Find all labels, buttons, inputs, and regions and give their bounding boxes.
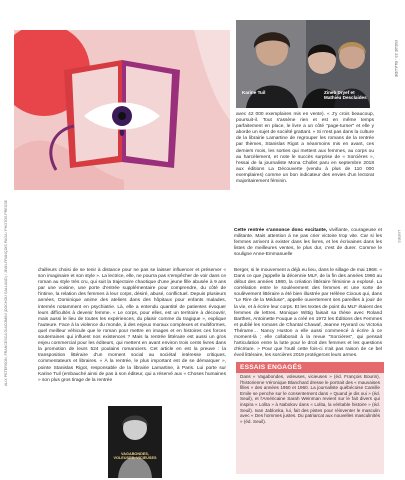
- photo-credits: ALIX PETERSON, FRANCESCA GIACOMINI (DOCHOU GALLAND) / JEAN-FRANÇOIS PAGA / PHOTOS PRESSE: [4, 200, 8, 386]
- sidebar-box-text: Dans « Vagabondes, voleuses, vicieuses » (éd. François Bourin), l'historienne Véronique Blanchard dresse le portrait des « mauvaises filles » des années 1950 et 1960. La journaliste québécoise Camille Emile se penche sur le consentement dans « Quand je dis oui » (éd. Seuil), et l'Américaine Sarah Weinman revient sur le fait divers qui inspira « Lolita » à Nabokov dans « Lolita, la véritable histoire » (éd. Seuil). Ivan Jablonka, lui, fait des pistes pour réinventer le masculin avec « Des hommes justes. Du patriarcat aux nouvelles masculinités » (éd. Seuil).: [240, 374, 380, 424]
- paragraph: Berger, si le mouvement a déjà eu lieu, dans le sillage de mai 1968. « Dans ce que j'appelle la décennie MLF, de la fin des années 1960 au début des années 1980, la création littéraire féminine a explosé. La corrélation entre le soulèvement des femmes et une sorte de soulèvement littéraire a été bien illustrée par Hélène Cixous qui, dans "Le Rire de la Méduse", appelle ouvertement ses pareilles à jouir de la vie, et à écrire leur corps. Et les textes de point du MLF étaient des femmes de lettres. Monique Wittig faisait sa thèse avec Roland Barthes, Antoinette Fouque a créé en 1972 les Éditions des Femmes et publié les romans de Chantal Chawaf, Jeanne Hyvrard ou Victoria Thérame… Nancy Huston a elle aussi commencé à écrire à ce moment-là ; elle collaborait à la revue "Sorcières", qui pensait l'articulation entre la lutte pour le droit des femmes et les questions d'écriture. » Pour que l'outil cette fois-ci n'ait pas raison de ce bel éveil littéraire, les sorcières 2019 protégeront leurs armes.: [234, 268, 382, 359]
- paragraph: avec 42 000 exemplaires mis en vente). « J'y crois beaucoup, poursuit-il. Tout s'assène rien et est en même temps parfaitement en place, le livre a un côté "page-turner" et elle y aborde un sujet de société grattant. » Si n'est pas dans la culture de la librairie Lamartine de regrouper les romans de la rentrée par thèmes, Stanislas Rigot a néanmoins mis en avant, ces derniers mois, les sorties qui mettent aux femmes, au corps ou au harcèlement, et note le succès surprise de « Sorcières », l'essai de la journaliste Mona Chollet paru en septembre 2018 aux éditions La Découverte (vendu à plus de 110 000 exemplaires) comme un bon indicateur des envies d'un lectorat majoritairement féminin.: [236, 112, 374, 185]
- book-cover-title: VAGABONDES, VOLEUSES, VICIEUSES: [113, 452, 157, 461]
- article-column-right-bottom: [234, 268, 382, 361]
- article-column-left: [38, 268, 226, 386]
- article-column-right-middle: [234, 228, 382, 260]
- caption-karine-tuil: Karine Tuil: [242, 90, 266, 95]
- sidebar-box-title: ESSAIS ENGAGÉS: [236, 362, 384, 373]
- paragraph-lead: Cette rentrée s'annonce donc excitante,: [234, 228, 328, 233]
- authors-photo: [236, 20, 370, 108]
- issue-credit: ISSUE 23 - BLAUDE: [394, 40, 399, 78]
- article-column-right-top: [236, 112, 374, 187]
- illustration: [14, 30, 230, 190]
- section-label: LIVRES: [397, 230, 401, 243]
- book-cover-art: [108, 406, 162, 478]
- paragraph: [234, 228, 382, 258]
- caption-dryef-desclaides: Zineb Dryef et Mathieu Desclaides: [324, 90, 367, 101]
- open-book-eye-illustration: [14, 30, 230, 190]
- paragraph: d'ailleurs choisi de se tenir à distance pour ne pas se laisser influencer et préserver « son imaginaire et son style ». La lectrice, elle, ne pourra pas s'empêcher de voir dans ce roman au style très cru, qui suit la trajectoire chaotique d'une jeune fille abusée à 9 ans par une voisine, une porte d'entrée supplémentaire pour comprendre, du côté de l'intime, la relation des femmes à leur corps, désiré, abusé, conflictuel. Depuis plusieurs années, Dominique anime des ateliers dans des hôpitaux pour enfants malades, internés notamment en psychiatrie. Là, elle a entendu quantité de patientes évoquer leurs difficultés à devenir femme. « Le corps, pour elles, est un territoire à découvrir, mais aussi le lieu de toutes les expériences, du plaisir comme du tragique », explique l'auteure. Face à la violence du monde, à des enjeux moraux complexes et multiformes, quel meilleur véhicule que le roman pour mettre en images et en histoires ces forces souterraines qui influent nos existences ? Mais la rentrée littéraire est aussi un gros enjeu commercial pour les éditeurs, qui mettent en avant environ trois cents livres dans la promotion de leurs 524 poulains romanciers. Cet article en est la preuve : la transposition littéraire d'un moment social au sociétal intéresse critiques, commentateurs et libraires. « À la rentrée, le plus important est de se démarquer », pointe Stanislas Rigot, responsable de la librairie Lamartine, à Paris. Lui porte sur Karine Tuil (embauché ainsi de pas à son éditeur, qui a réservé aux « Choses humaines » son plus gros tirage de la rentrée: [38, 268, 226, 383]
- paragraph-text: vivifiante, courageuse et militante. Mais attention à ne pas crier victoire trop vite. Car si les femmes arrivent à exister dans les livres, et les écrivaines dans les listes de meilleures ventes, le plus dur, c'est de durer. Comme le souligne Anne-Emmanuelle: [234, 228, 382, 258]
- book-cover-image: [108, 406, 162, 478]
